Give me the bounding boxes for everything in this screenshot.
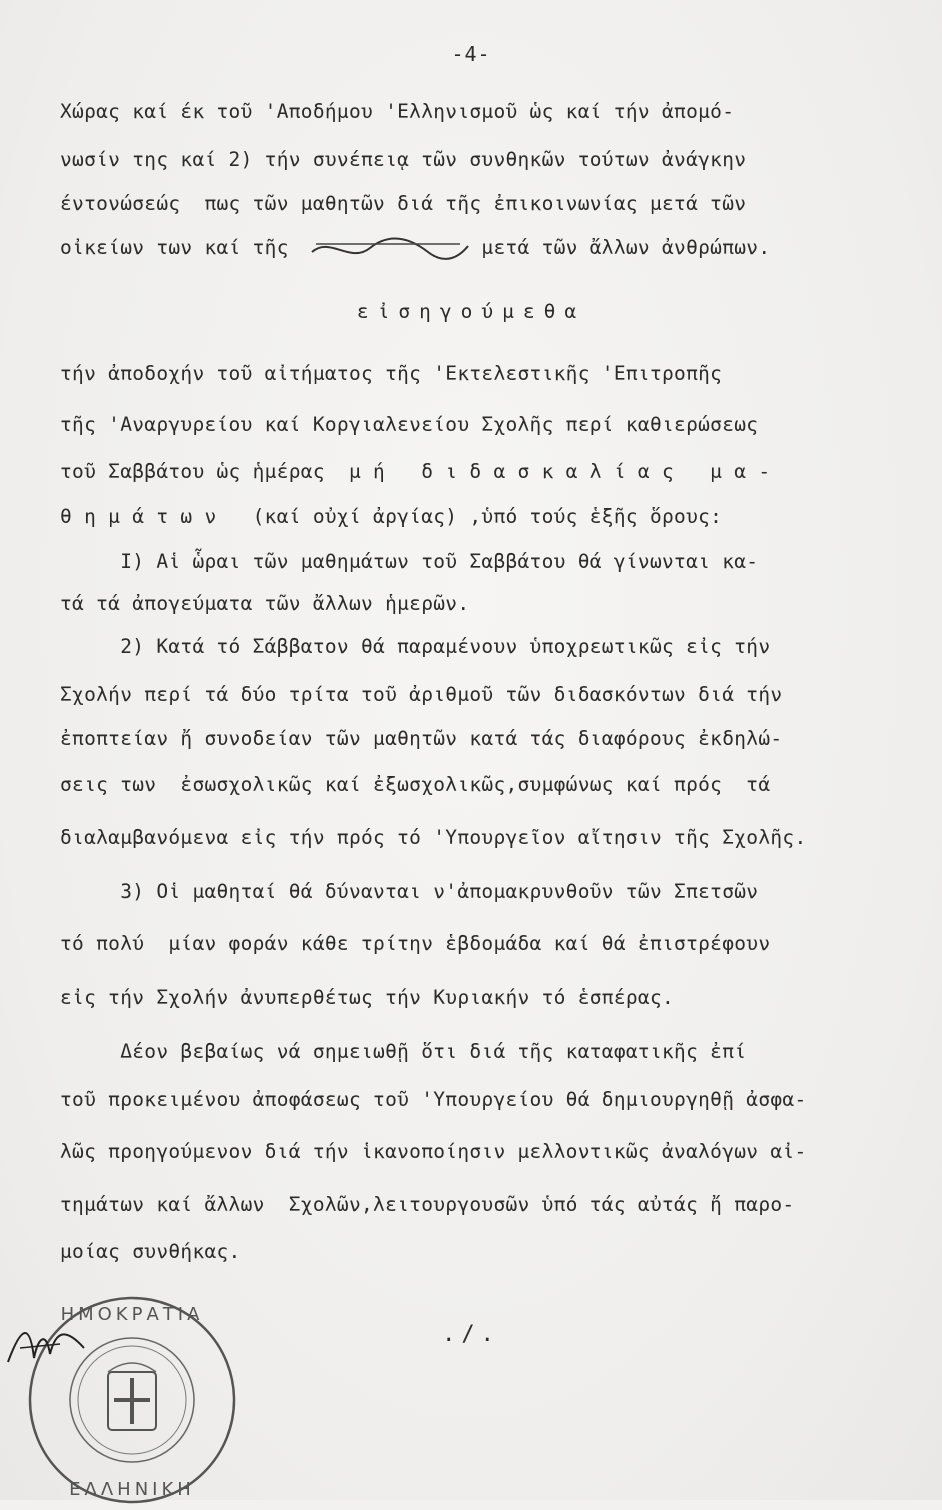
text-line: μοίας συνθήκας. — [60, 1240, 241, 1263]
text-line: έντονώσεώς πως τῶν μαθητῶν διά τῆς ἐπικοινωνίας μετά τῶν — [60, 192, 747, 215]
page-number: -4- — [451, 42, 491, 66]
text-line: τήν ἀποδοχήν τοῦ αἰτήματος τῆς 'Εκτελεστικῆς 'Επιτροπῆς — [60, 362, 723, 385]
signature-icon — [0, 1318, 90, 1378]
closing-mark: ./. — [442, 1322, 500, 1347]
text-line: I) Αἱ ὧραι τῶν μαθημάτων τοῦ Σαββάτου θά γίνωνται κα- — [60, 550, 759, 573]
text-line: τοῦ Σαββάτου ὡς ἡμέρας μ ή δ ι δ α σ κ α λ ί α ς μ α - — [60, 460, 771, 483]
text-line: διαλαμβανόμενα εἰς τήν πρός τό 'Υπουργεῖον αἴτησιν τῆς Σχολῆς. — [60, 826, 807, 849]
svg-text:ΗΜΟΚΡΑΤΙΑ: ΗΜΟΚΡΑΤΙΑ — [60, 1304, 204, 1325]
handwritten-correction — [310, 234, 470, 264]
text-line: τημάτων καί ἄλλων Σχολῶν,λειτουργουσῶν ὑπό τάς αὐτάς ἤ παρο- — [60, 1193, 795, 1216]
text-line: εἰς τήν Σχολήν ἀνυπερθέτως τήν Κυριακήν τό ἑσπέρας. — [60, 986, 675, 1009]
text-line: τά τά ἀπογεύματα τῶν ἄλλων ἡμερῶν. — [60, 592, 470, 615]
text-line: τό πολύ μίαν φοράν κάθε τρίτην ἑβδομάδα καί θά ἐπιστρέφουν — [60, 932, 771, 955]
text-line: 3) Οἱ μαθηταί θά δύνανται ν'ἀπομακρυνθοῦν τῶν Σπετσῶν — [60, 880, 759, 903]
text-line: Σχολήν περί τά δύο τρίτα τοῦ ἀριθμοῦ τῶν διδασκόντων διά τήν — [60, 683, 783, 706]
text-line: νωσίν της καί 2) τήν συνέπειᾳ τῶν συνθηκῶν τούτων ἀνάγκην — [60, 148, 747, 171]
svg-text:ΕΛΛΗΝΙΚΗ: ΕΛΛΗΝΙΚΗ — [69, 1479, 195, 1500]
text-line: Χώρας καί έκ τοῦ 'Αποδήμου 'Ελληνισμοῦ ὡς καί τήν ἀπομό- — [60, 100, 735, 123]
text-line: τοῦ προκειμένου ἀποφάσεως τοῦ 'Υπουργείου θά δημιουργηθῇ ἀσφα- — [60, 1088, 807, 1111]
text-line: θ η μ ά τ ω ν (καί οὐχί ἀργίας) ,ὑπό τούς ἑξῆς ὅρους: — [60, 505, 723, 528]
text-line: τῆς 'Αναργυρείου καί Κοργιαλενείου Σχολῆς περί καθιερώσεως — [60, 413, 759, 436]
text-line: λῶς προηγούμενον διά τήν ἱκανοποίησιν μελλοντικῶς ἀναλόγων αἰ- — [60, 1140, 807, 1163]
heading: εἰσηγούμεθα — [356, 300, 586, 323]
text-line: 2) Κατά τό Σάββατον θά παραμένουν ὑποχρεωτικῶς εἰς τήν — [60, 635, 771, 658]
text-line: σεις των ἐσωσχολικῶς καί ἐξωσχολικῶς,συμφώνως καί πρός τά — [60, 773, 771, 796]
text-line: ἐποπτείαν ἤ συνοδείαν τῶν μαθητῶν κατά τάς διαφόρους ἐκδηλώ- — [60, 727, 783, 750]
text-line: οἰκείων των καί τῆς μετά τῶν ἄλλων ἀνθρώπων. — [60, 236, 771, 259]
text-line: Δέον βεβαίως νά σημειωθῇ ὅτι διά τῆς καταφατικῆς ἐπί — [60, 1040, 747, 1063]
